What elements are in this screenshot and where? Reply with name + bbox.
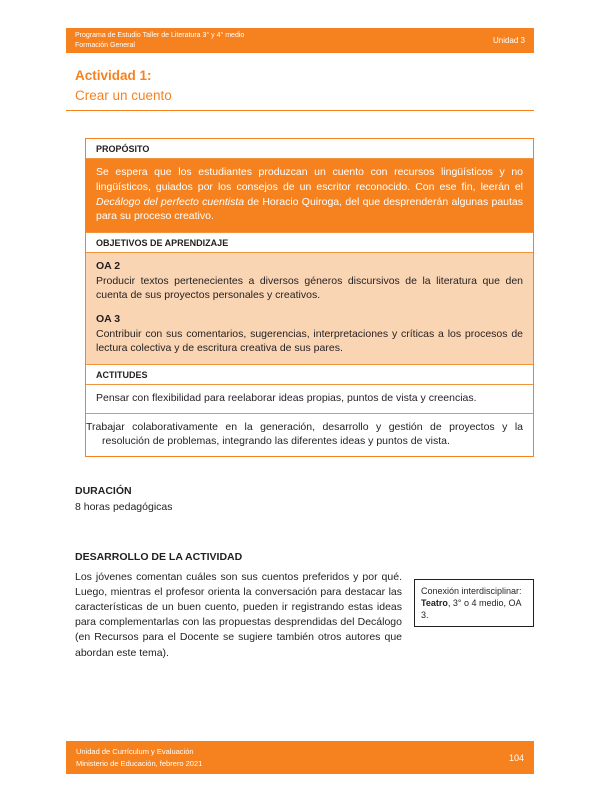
oa-code: OA 2 — [96, 259, 121, 272]
duracion-label: DURACIÓN — [75, 485, 132, 498]
desarrollo-paragraph: Los jóvenes comentan cuáles son sus cuentos preferidos y por qué. Luego, mientras el profesor orienta la conversación para destacar las características de un buen cuento, pueden ir registrando estas ideas para complementarlas con las propuestas desprendidas del Decálogo (en Recursos para el Docente se sugiere también otros autores que abordan este tema). — [75, 570, 402, 659]
proposito-text-after: de Horacio Quiroga, del que desprenderán algunas pautas para su proceso creativo. — [96, 195, 524, 223]
oa-item — [96, 259, 523, 303]
header-formacion-line: Formación General — [75, 41, 135, 49]
desarrollo-label: DESARROLLO DE LA ACTIVIDAD — [75, 550, 243, 563]
proposito-text-before: Se espera que los estudiantes produzcan un cuento con recursos lingüísticos y no lingüísticos, guiados por los consejos de un escritor reconocido. Con ese fin, leerán el — [96, 166, 523, 193]
footer-line1: Unidad de Currículum y Evaluación — [76, 747, 194, 757]
activity-title-line1: Actividad 1: — [75, 68, 152, 83]
proposito-text — [86, 159, 533, 233]
conexion-detail — [421, 597, 527, 621]
header-unit-label: Unidad 3 — [492, 36, 525, 45]
actitud-item: Trabajar colaborativamente en la generación, desarrollo y gestión de proyectos y la resolución de problemas, integrando las diferentes ideas y puntos de vista. — [86, 414, 533, 456]
title-divider — [66, 110, 534, 111]
duracion-value: 8 horas pedagógicas — [75, 500, 173, 513]
footer-line2: Ministerio de Educación, febrero 2021 — [76, 758, 203, 768]
page-footer — [66, 741, 534, 774]
oa-item — [96, 312, 523, 356]
desarrollo-body — [75, 570, 534, 661]
header-program-line: Programa de Estudio Taller de Literatura 3° y 4° medio — [75, 32, 245, 40]
footer-institution — [76, 746, 202, 769]
conexion-subject: Teatro — [421, 597, 448, 608]
actitudes-header: ACTITUDES — [86, 365, 533, 385]
activity-title-line2: Crear un cuento — [75, 87, 172, 103]
oa-text: Producir textos pertenecientes a diversos géneros discursivos de la literatura que den cuenta de sus proyectos personales y creativos. — [96, 274, 523, 302]
activity-title — [75, 66, 534, 105]
page-number: 104 — [508, 752, 524, 763]
desarrollo-section — [75, 551, 534, 661]
proposito-text-italic: Decálogo del perfecto cuentista — [96, 195, 245, 208]
conexion-interdisciplinar-box — [414, 579, 534, 627]
page-header — [66, 28, 534, 53]
objetivos-content — [86, 253, 533, 365]
oa-text: Contribuir con sus comentarios, sugerencias, interpretaciones y críticas a los procesos de lectura colectiva y de escritura creativa de sus pares. — [96, 327, 523, 355]
proposito-header: PROPÓSITO — [86, 139, 533, 159]
oa-code: OA 3 — [96, 312, 121, 325]
activity-info-table — [85, 138, 534, 457]
duracion-section — [75, 484, 534, 516]
conexion-label: Conexión interdisciplinar: — [421, 585, 522, 596]
header-program-info — [75, 31, 244, 50]
actitud-item: Pensar con flexibilidad para reelaborar ideas propias, puntos de vista y creencias. — [86, 385, 533, 414]
objetivos-header: OBJETIVOS DE APRENDIZAJE — [86, 233, 533, 253]
conexion-rest: , 3° o 4 medio, OA 3. — [421, 597, 521, 620]
